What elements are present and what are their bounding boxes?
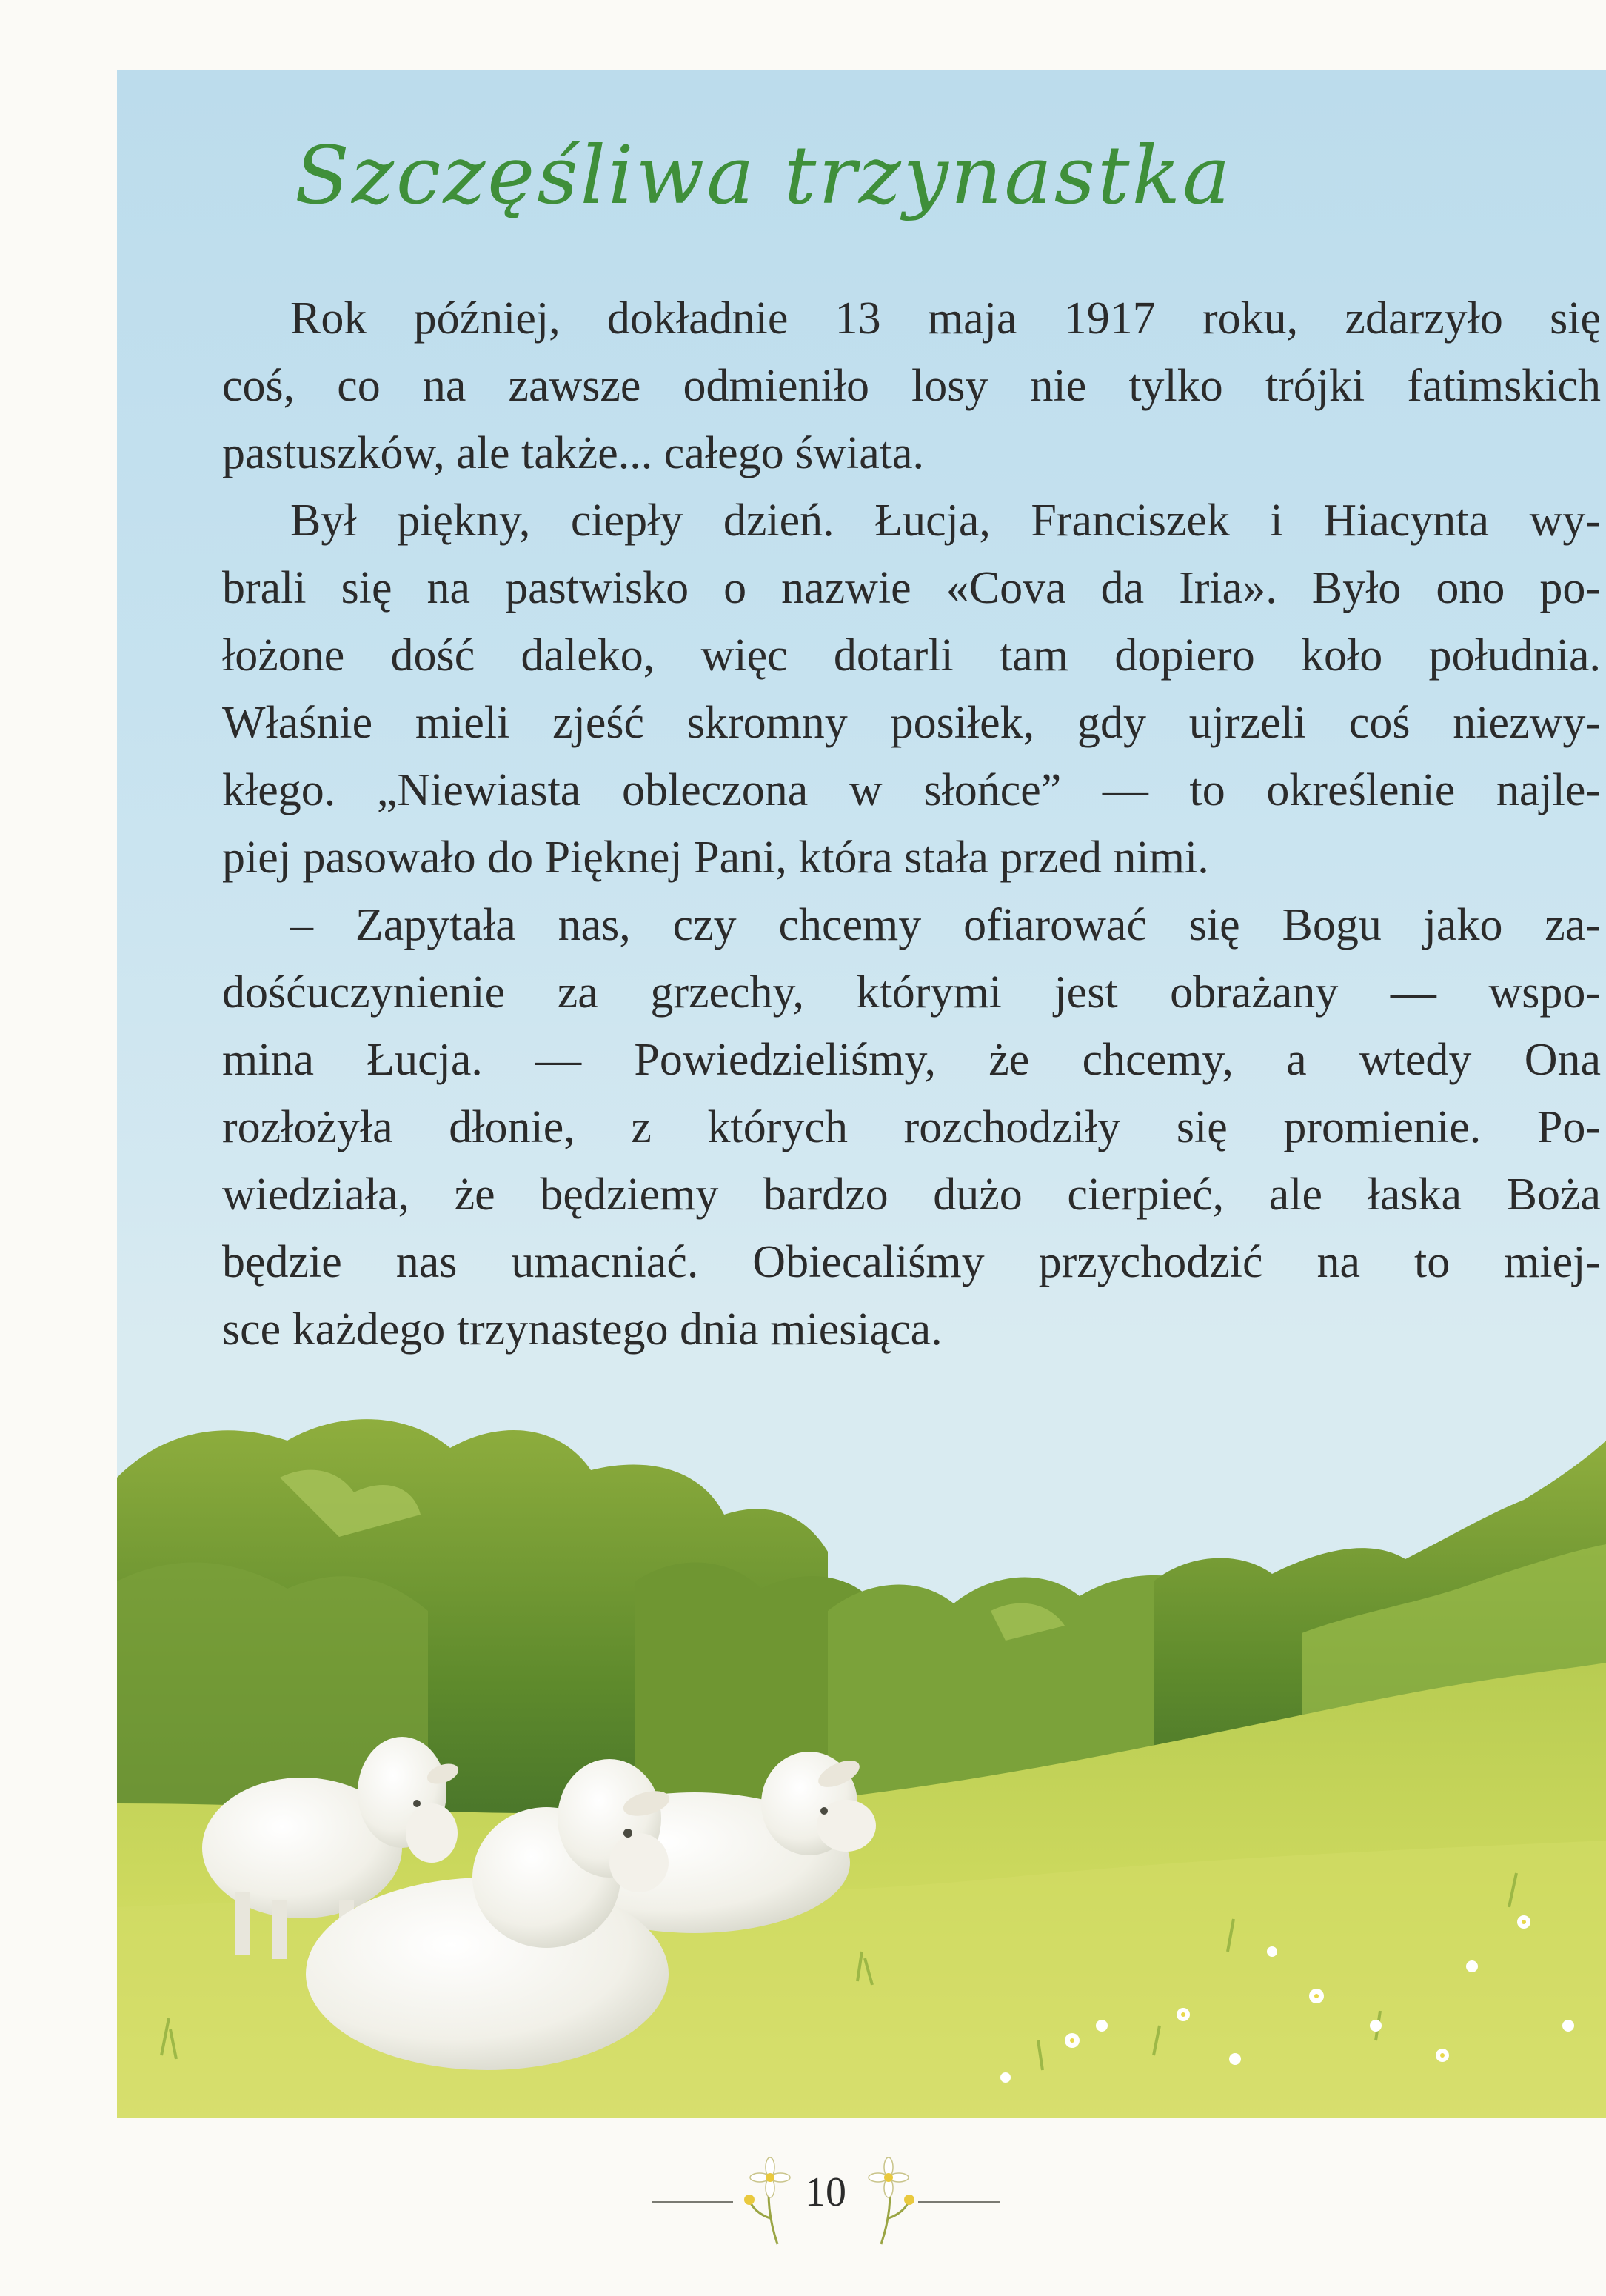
- text-line: pastuszków, ale także... całego świata.: [222, 428, 924, 478]
- text-line: kłego. „Niewiasta obleczona w słońce” — to określenie najle-: [222, 765, 1601, 815]
- paragraph-1: [222, 285, 1601, 487]
- page-number: 10: [805, 2169, 846, 2215]
- text-line: – Zapytała nas, czy chcemy ofiarować się Bogu jako za-: [290, 900, 1601, 950]
- text-line: coś, co na zawsze odmieniło losy nie tylko trójki fatimskich: [222, 361, 1601, 411]
- text-line: Właśnie mieli zjeść skromny posiłek, gdy ujrzeli coś niezwy-: [222, 698, 1601, 748]
- text-line: Rok później, dokładnie 13 maja 1917 roku, zdarzyło się: [290, 293, 1601, 344]
- text-line: dośćuczynienie za grzechy, którymi jest obrażany — wspo-: [222, 967, 1601, 1018]
- daisy-right-icon: [859, 2155, 926, 2252]
- page-panel: [117, 70, 1606, 2118]
- footer-rule-left: [652, 2201, 733, 2203]
- text-line: Był piękny, ciepły dzień. Łucja, Franciszek i Hiacynta wy-: [290, 495, 1601, 546]
- footer-rule-right: [918, 2201, 1000, 2203]
- paragraph-3: [222, 892, 1601, 1364]
- meadow-illustration: [117, 1389, 1606, 2118]
- text-line: będzie nas umacniać. Obiecaliśmy przychodzić na to miej-: [222, 1237, 1601, 1287]
- text-line: sce każdego trzynastego dnia miesiąca.: [222, 1304, 943, 1355]
- text-line: brali się na pastwisko o nazwie «Cova da Iria». Było ono po-: [222, 563, 1601, 613]
- body-text: [222, 285, 1601, 1364]
- text-line: mina Łucja. — Powiedzieliśmy, że chcemy, a wtedy Ona: [222, 1035, 1601, 1085]
- page-footer: [652, 2148, 1000, 2259]
- paragraph-2: [222, 487, 1601, 892]
- text-line: rozłożyła dłonie, z których rozchodziły się promienie. Po-: [222, 1102, 1601, 1152]
- text-line: wiedziała, że będziemy bardzo dużo cierpieć, ale łaska Boża: [222, 1169, 1601, 1220]
- chapter-title: Szczęśliwa trzynastka: [295, 130, 1233, 222]
- text-line: łożone dość daleko, więc dotarli tam dopiero koło południa.: [222, 630, 1601, 681]
- text-line: piej pasowało do Pięknej Pani, która stała przed nimi.: [222, 832, 1209, 883]
